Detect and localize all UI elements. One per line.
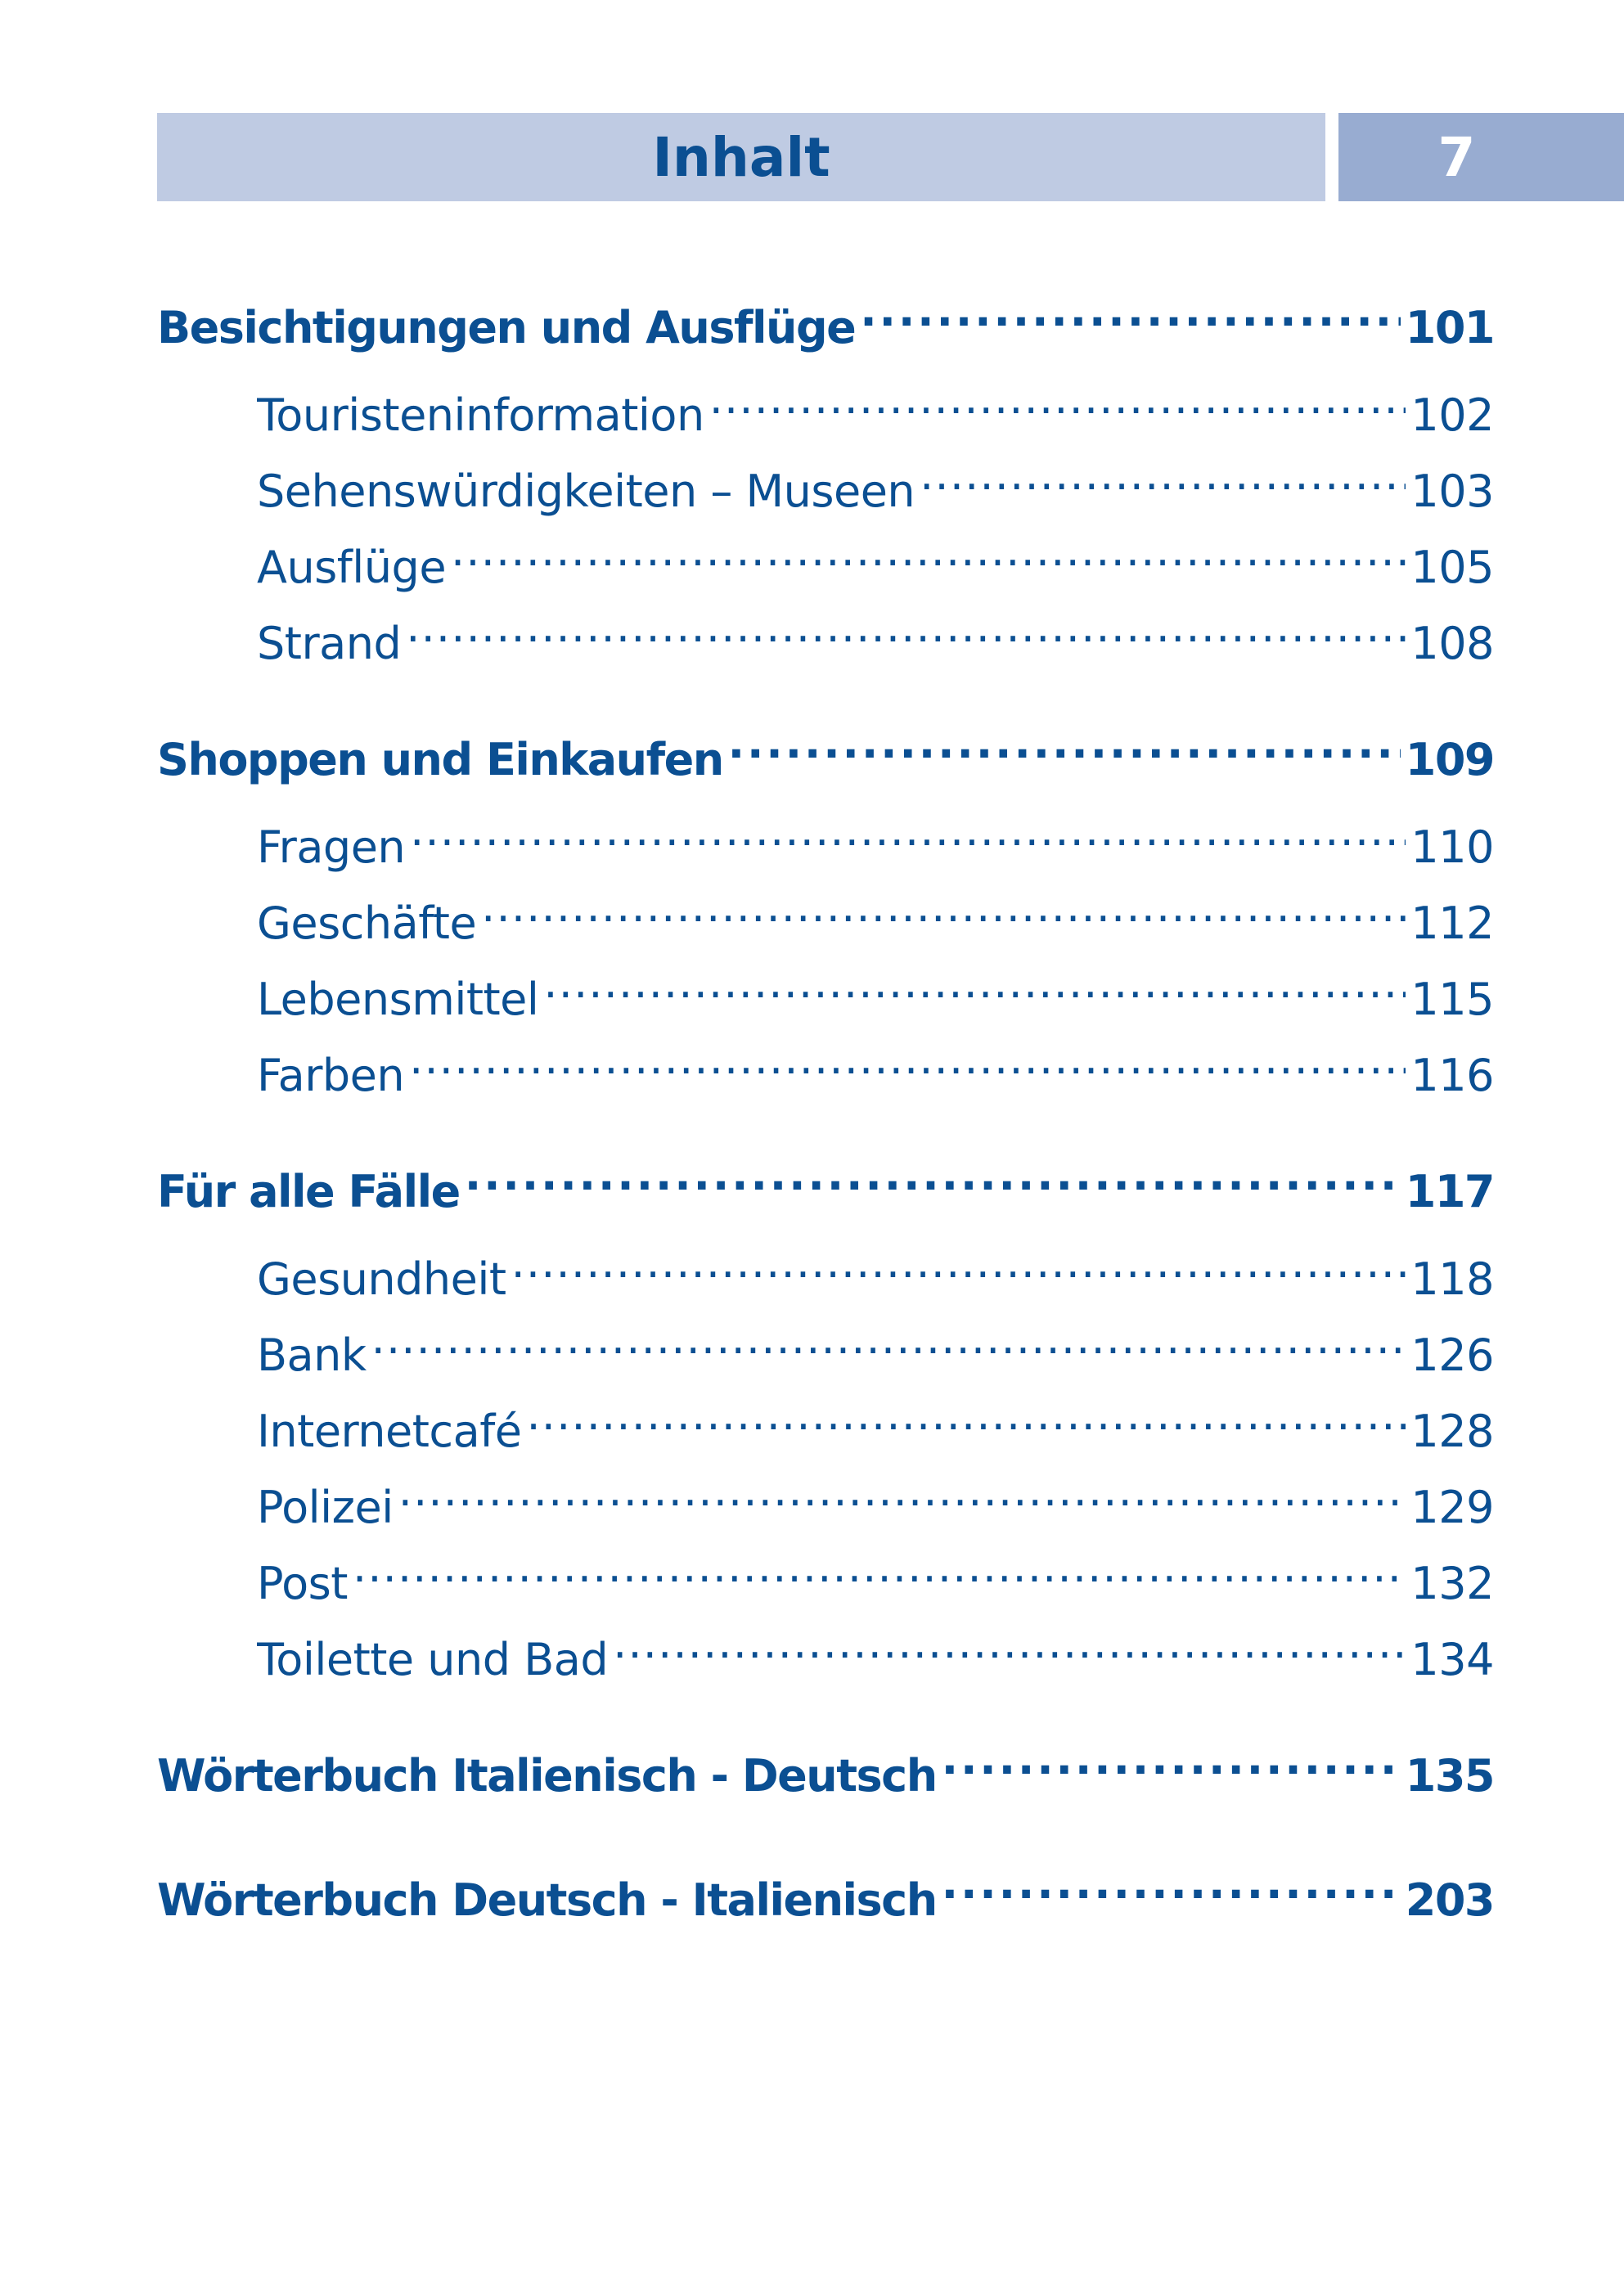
dot-leader [728, 731, 1401, 775]
dot-leader [942, 1747, 1401, 1791]
toc-item-bank[interactable] [257, 1326, 1494, 1381]
toc-item-page: 134 [1410, 1634, 1494, 1685]
toc-section-woerterbuch-de-it[interactable] [157, 1871, 1494, 1926]
toc-item-page: 103 [1410, 466, 1494, 517]
toc-item-label: Touristeninformation [257, 389, 704, 441]
toc-item-lebensmittel[interactable] [257, 970, 1494, 1025]
dot-leader [465, 1163, 1401, 1207]
dot-leader [371, 1326, 1406, 1370]
dot-leader [481, 894, 1406, 938]
toc-item-page: 116 [1410, 1050, 1494, 1101]
toc-item-label: Ausflüge [257, 542, 447, 593]
toc-item-label: Lebensmittel [257, 974, 539, 1025]
toc-section-fuer-alle-faelle[interactable] [157, 1163, 1494, 1217]
toc-item-post[interactable] [257, 1554, 1494, 1609]
dot-leader [398, 1478, 1406, 1523]
toc-item-page: 128 [1410, 1406, 1494, 1457]
dot-leader [511, 1250, 1406, 1294]
toc-item-page: 132 [1410, 1558, 1494, 1609]
toc-section-woerterbuch-it-de[interactable] [157, 1747, 1494, 1802]
toc-section-title: Wörterbuch Italienisch - Deutsch [157, 1750, 937, 1802]
dot-leader [920, 462, 1406, 506]
toc-item-label: Toilette und Bad [257, 1634, 609, 1685]
toc-item-label: Internetcafé [257, 1406, 522, 1457]
toc-item-farben[interactable] [257, 1046, 1494, 1101]
toc-item-strand[interactable] [257, 614, 1494, 669]
toc-item-page: 108 [1410, 618, 1494, 669]
toc-item-geschaefte[interactable] [257, 894, 1494, 949]
dot-leader [451, 538, 1406, 583]
toc-item-page: 105 [1410, 542, 1494, 593]
header-page-box [1338, 113, 1624, 201]
toc-section-title: Shoppen und Einkaufen [157, 734, 723, 785]
dot-leader [942, 1871, 1401, 1915]
header-title-bar [157, 113, 1325, 201]
toc-section-shoppen[interactable] [157, 731, 1494, 785]
toc-section-page: 109 [1405, 734, 1494, 785]
toc-item-fragen[interactable] [257, 818, 1494, 873]
toc-item-page: 115 [1410, 974, 1494, 1025]
toc-item-label: Polizei [257, 1482, 394, 1533]
dot-leader [406, 614, 1406, 659]
dot-leader [526, 1402, 1406, 1446]
toc-item-ausfluege[interactable] [257, 538, 1494, 593]
toc-item-page: 118 [1410, 1253, 1494, 1305]
toc-item-polizei[interactable] [257, 1478, 1494, 1533]
toc-section-title: Besichtigungen und Ausflüge [157, 302, 856, 353]
toc-item-label: Strand [257, 618, 402, 669]
toc-item-touristeninformation[interactable] [257, 386, 1494, 441]
toc-section-page: 101 [1405, 302, 1494, 353]
page-number: 7 [1437, 125, 1476, 189]
toc-item-label: Bank [257, 1329, 367, 1381]
toc-section-page: 203 [1405, 1874, 1494, 1926]
toc-item-label: Post [257, 1558, 348, 1609]
dot-leader [410, 818, 1406, 862]
toc-item-page: 112 [1410, 898, 1494, 949]
toc-section-page: 135 [1405, 1750, 1494, 1802]
toc-item-gesundheit[interactable] [257, 1250, 1494, 1305]
toc-section-besichtigungen[interactable] [157, 299, 1494, 353]
toc-item-toilette-und-bad[interactable] [257, 1631, 1494, 1685]
toc-item-page: 129 [1410, 1482, 1494, 1533]
dot-leader [860, 299, 1401, 343]
toc-item-page: 126 [1410, 1329, 1494, 1381]
dot-leader [353, 1554, 1406, 1599]
dot-leader [409, 1046, 1406, 1091]
dot-leader [543, 970, 1406, 1015]
page-title: Inhalt [652, 125, 830, 189]
dot-leader [613, 1631, 1406, 1675]
toc-item-page: 102 [1410, 389, 1494, 441]
dot-leader [709, 386, 1406, 430]
toc-section-page: 117 [1405, 1166, 1494, 1217]
toc-item-label: Gesundheit [257, 1253, 506, 1305]
toc-item-label: Sehenswürdigkeiten – Museen [257, 466, 915, 517]
toc-section-title: Für alle Fälle [157, 1166, 460, 1217]
toc-item-internetcafe[interactable] [257, 1402, 1494, 1457]
toc-item-label: Geschäfte [257, 898, 477, 949]
toc-item-sehenswuerdigkeiten[interactable] [257, 462, 1494, 517]
toc-section-title: Wörterbuch Deutsch - Italienisch [157, 1874, 937, 1926]
toc-item-page: 110 [1410, 821, 1494, 873]
toc-item-label: Fragen [257, 821, 406, 873]
toc-item-label: Farben [257, 1050, 405, 1101]
